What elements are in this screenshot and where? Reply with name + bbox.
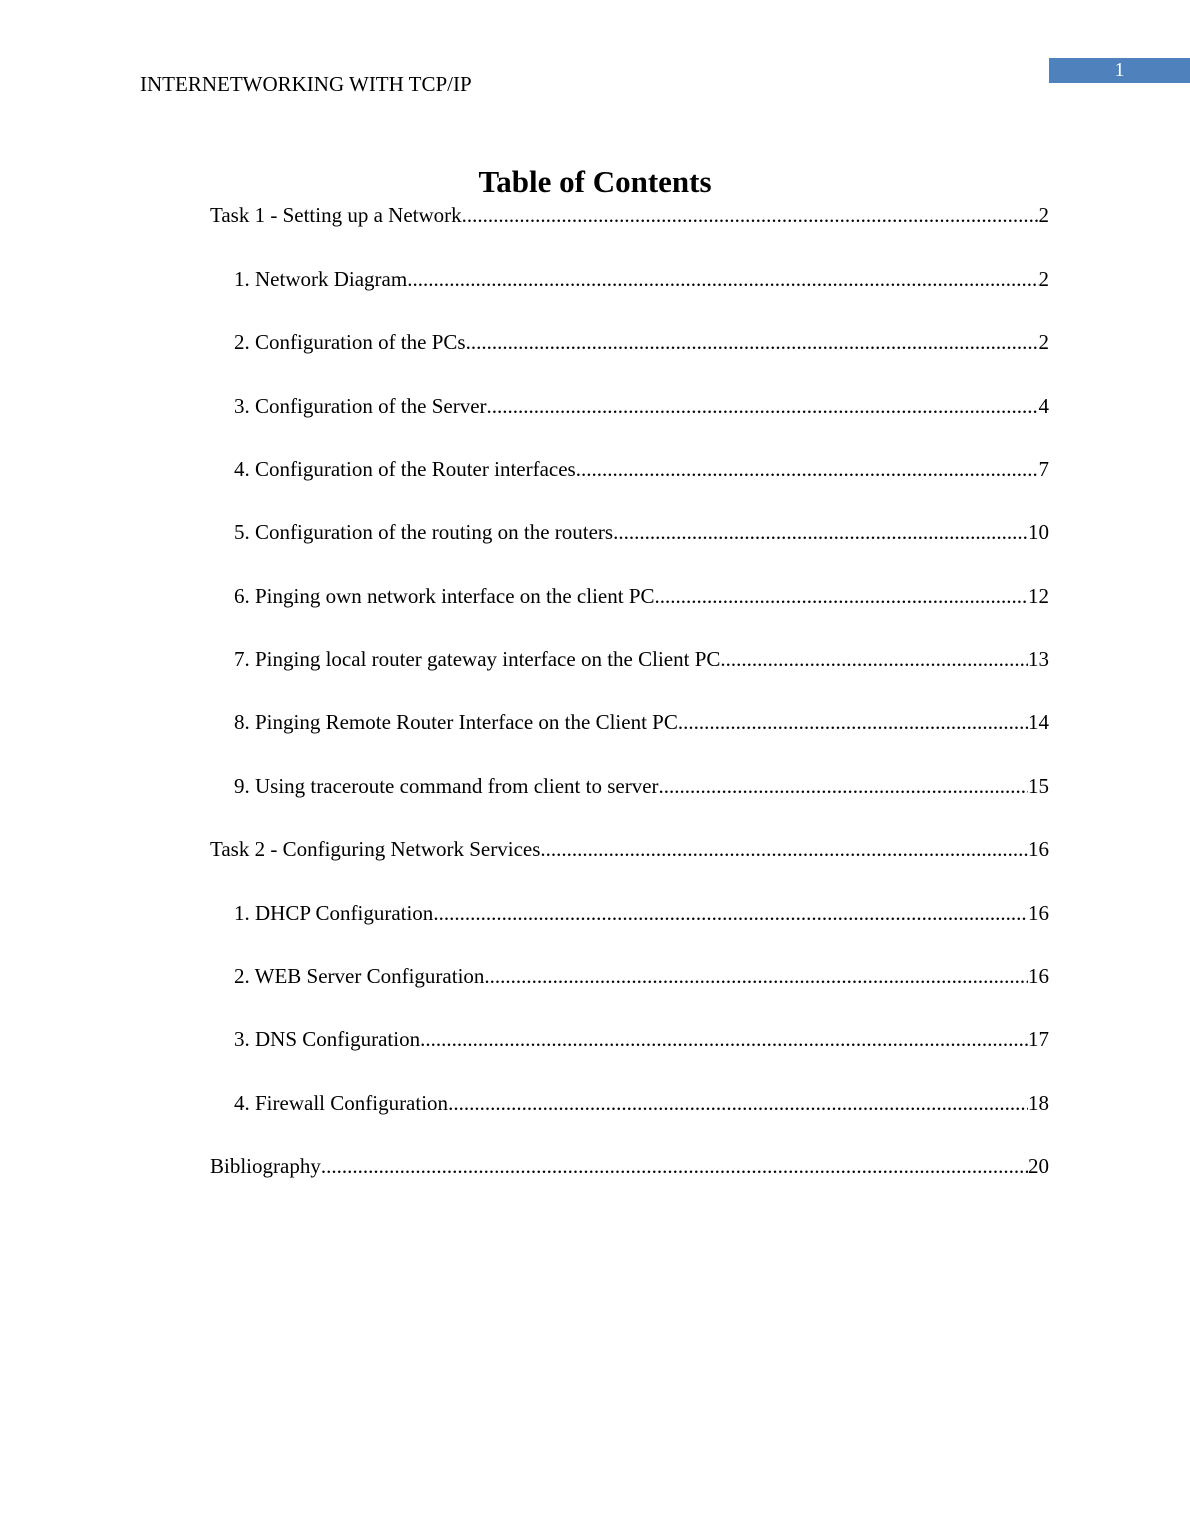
toc-entry-page: 2 bbox=[1038, 267, 1049, 291]
toc-entry-page: 17 bbox=[1028, 1027, 1049, 1051]
toc-entry-text: 1. DHCP Configuration bbox=[234, 901, 434, 925]
toc-entry-router-interfaces[interactable] bbox=[234, 456, 1049, 482]
toc-dot-leader bbox=[487, 393, 1039, 419]
toc-entry-text: 6. Pinging own network interface on the client PC bbox=[234, 584, 655, 608]
toc-dot-leader bbox=[659, 773, 1028, 799]
toc-entry-page: 15 bbox=[1028, 774, 1049, 798]
page-number-box bbox=[1049, 58, 1190, 83]
toc-entry-page: 18 bbox=[1028, 1091, 1049, 1115]
toc-entry-ping-own-interface[interactable] bbox=[234, 583, 1049, 609]
toc-entry-page: 2 bbox=[1038, 330, 1049, 354]
toc-entry-page: 13 bbox=[1028, 647, 1049, 671]
toc-dot-leader bbox=[462, 202, 1039, 228]
toc-dot-leader bbox=[448, 1090, 1028, 1116]
toc-entry-dns[interactable] bbox=[234, 1026, 1049, 1052]
toc-title: Table of Contents bbox=[478, 164, 712, 199]
toc-entry-text: 4. Configuration of the Router interfaces bbox=[234, 457, 576, 481]
toc-entry-firewall[interactable] bbox=[234, 1090, 1049, 1116]
toc-entry-dhcp[interactable] bbox=[234, 900, 1049, 926]
toc-entry-text: 7. Pinging local router gateway interface on the Client PC bbox=[234, 647, 721, 671]
toc-entry-network-diagram[interactable] bbox=[234, 266, 1049, 292]
toc-entry-text: 3. Configuration of the Server bbox=[234, 394, 487, 418]
toc-entry-page: 16 bbox=[1028, 901, 1049, 925]
toc-entry-page: 14 bbox=[1028, 710, 1049, 734]
toc-entry-page: 12 bbox=[1028, 584, 1049, 608]
toc-entry-text: Bibliography bbox=[210, 1154, 321, 1178]
toc-dot-leader bbox=[466, 329, 1039, 355]
toc-entry-routing-config[interactable] bbox=[234, 519, 1049, 545]
toc-entry-traceroute[interactable] bbox=[234, 773, 1049, 799]
toc-entry-text: Task 2 - Configuring Network Services bbox=[210, 837, 541, 861]
toc-entry-page: 10 bbox=[1028, 520, 1049, 544]
toc-dot-leader bbox=[420, 1026, 1028, 1052]
toc-dot-leader bbox=[407, 266, 1038, 292]
toc-dot-leader bbox=[613, 519, 1028, 545]
toc-entry-text: 2. Configuration of the PCs bbox=[234, 330, 466, 354]
toc-entry-text: 2. WEB Server Configuration bbox=[234, 964, 485, 988]
toc-entry-page: 16 bbox=[1028, 964, 1049, 988]
toc-entry-task-1[interactable] bbox=[210, 202, 1049, 228]
toc-entry-text: 1. Network Diagram bbox=[234, 267, 408, 291]
toc-entry-text: 9. Using traceroute command from client to server bbox=[234, 774, 659, 798]
toc-dot-leader bbox=[720, 646, 1028, 672]
toc-entry-page: 16 bbox=[1028, 837, 1049, 861]
toc-dot-leader bbox=[655, 583, 1028, 609]
toc-entry-page: 4 bbox=[1038, 394, 1049, 418]
toc-entry-page: 20 bbox=[1028, 1154, 1049, 1178]
page-number: 1 bbox=[1114, 59, 1125, 81]
toc-entry-text: Task 1 - Setting up a Network bbox=[210, 203, 462, 227]
toc-dot-leader bbox=[433, 900, 1028, 926]
toc-entry-ping-remote-router[interactable] bbox=[234, 709, 1049, 735]
toc-entry-text: 8. Pinging Remote Router Interface on the Client PC bbox=[234, 710, 678, 734]
toc-entry-page: 2 bbox=[1038, 203, 1049, 227]
toc-entry-text: 5. Configuration of the routing on the routers bbox=[234, 520, 614, 544]
toc-entry-bibliography[interactable] bbox=[210, 1153, 1049, 1179]
toc-entry-configuration-server[interactable] bbox=[234, 393, 1049, 419]
running-header-title: INTERNETWORKING WITH TCP/IP bbox=[140, 72, 472, 96]
toc-entry-page: 7 bbox=[1038, 457, 1049, 481]
toc-entry-text: 4. Firewall Configuration bbox=[234, 1091, 449, 1115]
toc-dot-leader bbox=[484, 963, 1028, 989]
toc-entry-text: 3. DNS Configuration bbox=[234, 1027, 421, 1051]
toc-dot-leader bbox=[678, 709, 1028, 735]
toc-entry-ping-local-gateway[interactable] bbox=[234, 646, 1049, 672]
toc-dot-leader bbox=[576, 456, 1039, 482]
toc-entry-web-server[interactable] bbox=[234, 963, 1049, 989]
toc-dot-leader bbox=[321, 1153, 1028, 1179]
toc-dot-leader bbox=[540, 836, 1028, 862]
toc-entry-configuration-pcs[interactable] bbox=[234, 329, 1049, 355]
toc-entry-task-2[interactable] bbox=[210, 836, 1049, 862]
